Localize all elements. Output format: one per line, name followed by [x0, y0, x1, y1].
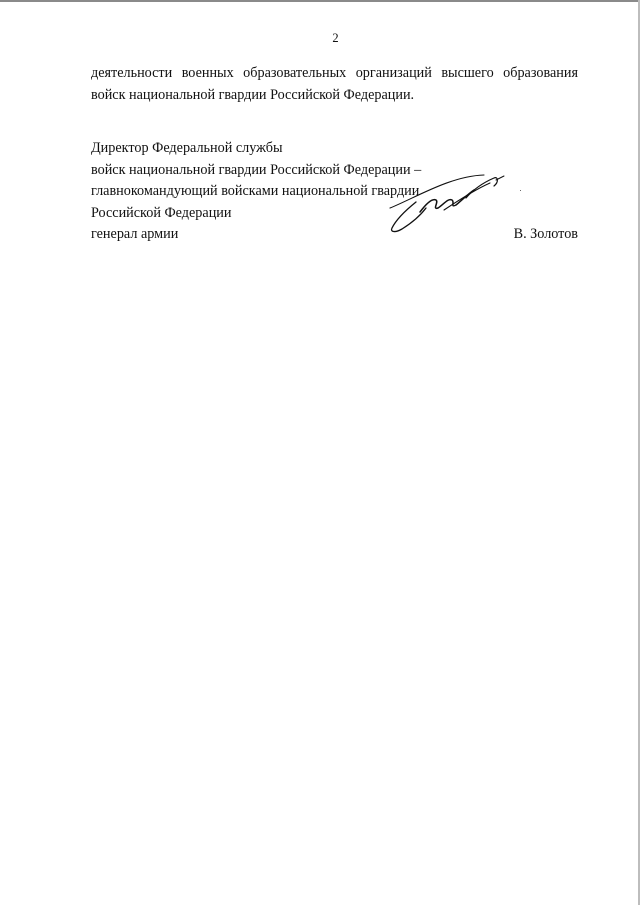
body-line-2: войск национальной гвардии Российской Федерации. [91, 87, 415, 103]
signer-position-line-3: главнокомандующий войсками национальной гвардии [91, 183, 420, 199]
body-paragraph [91, 62, 578, 106]
scan-speck [520, 190, 521, 191]
signer-name: В. Золотов [513, 226, 578, 242]
signer-position-line-4: Российской Федерации [91, 204, 232, 221]
page-number: 2 [332, 31, 339, 45]
signer-position-line-2: войск национальной гвардии Российской Федерации – [91, 161, 422, 178]
signer-position-line-1: Директор Федеральной службы [91, 140, 283, 156]
body-line-1: деятельности военных образовательных организаций высшего образования [91, 65, 578, 81]
signer-rank: генерал армии [91, 226, 179, 242]
handwritten-signature [380, 158, 510, 238]
page-edge-top [0, 0, 640, 2]
